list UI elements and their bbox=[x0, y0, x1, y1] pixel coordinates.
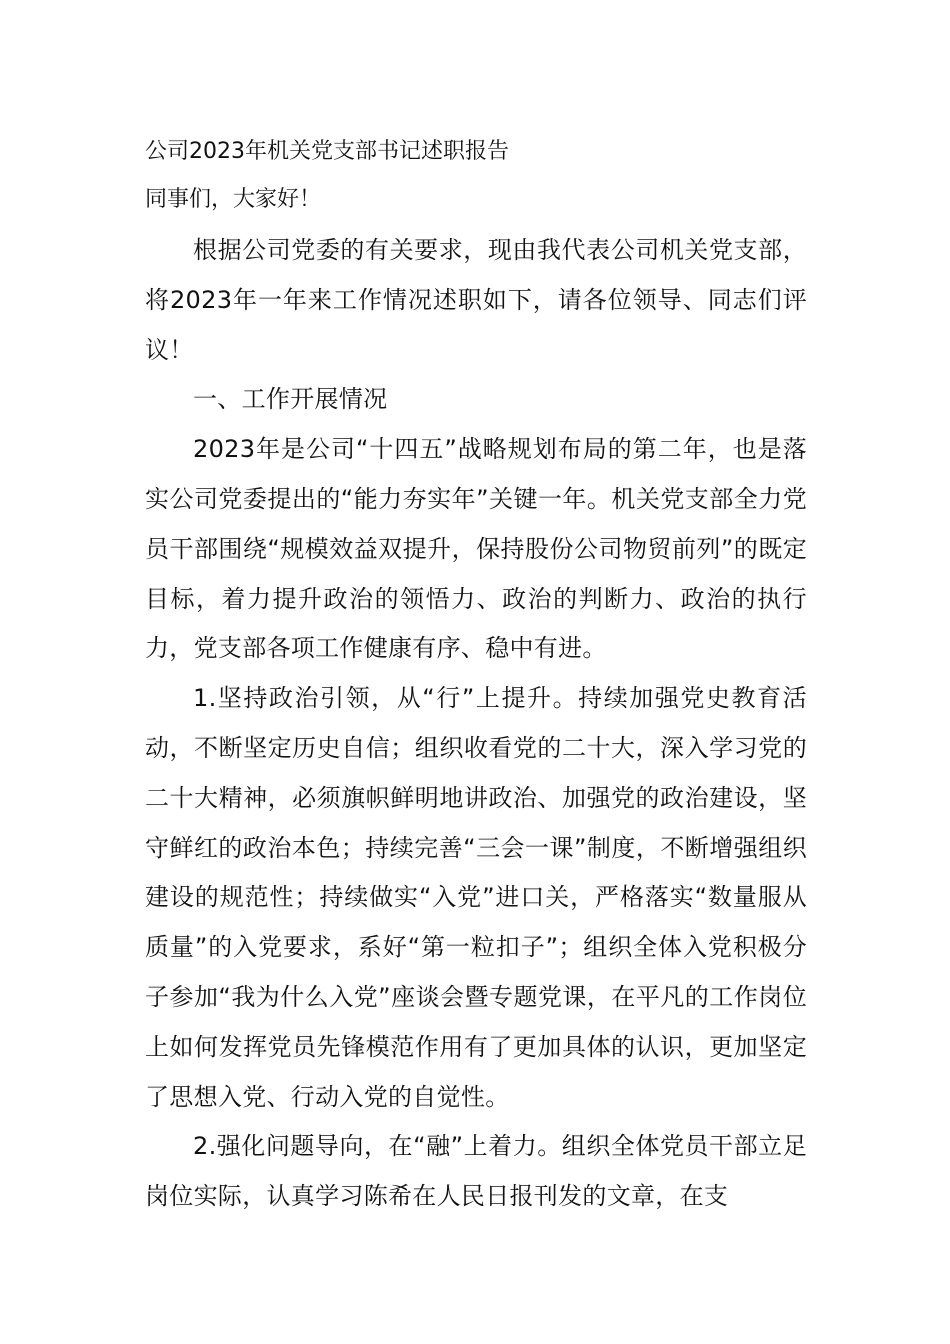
greeting-line: 同事们，大家好！ bbox=[145, 187, 322, 212]
document-title: 公司2023年机关党支部书记述职报告 bbox=[145, 139, 509, 164]
paragraph-item-1: 1.坚持政治引领，从“行”上提升。持续加强党史教育活动，不断坚定历史自信；组织收看党的二十大，深入学习党的二十大精神，必须旗帜鲜明地讲政治、加强党的政治建设，坚守鲜红的政治本色；持续完善“三会一课”制度，不断增强组织建设的规范性；持续做实“入党”进口关，严格落实“数量服从质量”的入党要求，系好“第一粒扣子”；组织全体入党积极分子参加“我为什么入党”座谈会暨专题党课，在平凡的工作岗位上如何发挥党员先锋模范作用有了更加具体的认识，更加坚定了思想入党、行动入党的自觉性。 bbox=[145, 684, 807, 1111]
paragraph-overview: 2023年是公司“十四五”战略规划布局的第二年，也是落实公司党委提出的“能力夯实年”关键一年。机关党支部全力党员干部围绕“规模效益双提升，保持股份公司物贸前列”的既定目标，着力提升政治的领悟力、政治的判断力、政治的执行力，党支部各项工作健康有序、稳中有进。 bbox=[145, 435, 807, 663]
paragraph-item-2: 2.强化问题导向，在“融”上着力。组织全体党员干部立足岗位实际，认真学习陈希在人民日报刊发的文章，在支 bbox=[145, 1132, 807, 1211]
section-heading: 一、工作开展情况 bbox=[193, 385, 388, 414]
paragraph-intro: 根据公司党委的有关要求，现由我代表公司机关党支部，将2023年一年来工作情况述职如下，请各位领导、同志们评议！ bbox=[145, 236, 807, 364]
document-body bbox=[145, 226, 807, 1222]
